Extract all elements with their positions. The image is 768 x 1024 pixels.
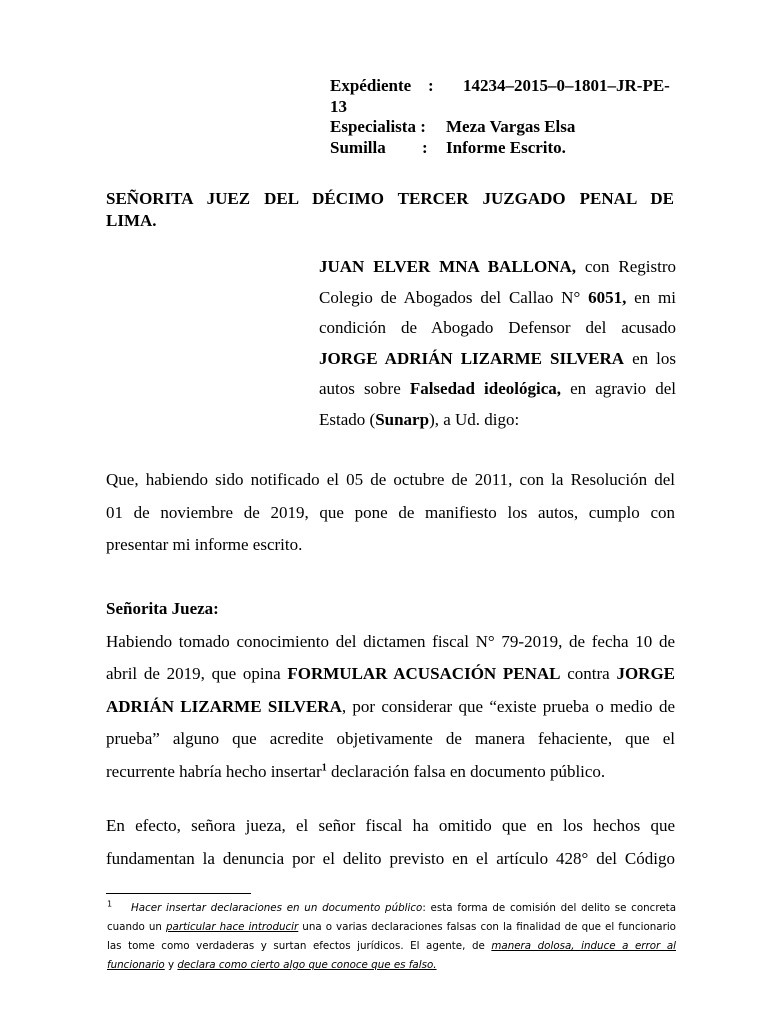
expediente-value-continued: 13	[330, 96, 347, 116]
facts-paragraph: En efecto, señora jueza, el señor fiscal ha omitido que en los hechos que fundamentan la denuncia por el delito previsto en el artículo 428° del Código	[106, 816, 675, 868]
entity-name: Sunarp	[375, 409, 430, 429]
addressee-line-1: SEÑORITA JUEZ DEL DÉCIMO TERCER JUZGADO PENAL DE	[106, 189, 674, 208]
registration-number: 6051,	[588, 287, 627, 307]
footnote: $^1$ Hacer insertar declaraciones en un documento público: esta forma de comisión del delito se concreta cuando un particular hace introducir una o varias declaraciones falsas con la finalidad de que el funcionario las tome como verdaderas y surtan efectos jurídicos. El agente, de manera dolosa, induce a error al funcionario y declara como cierto algo que conoce que es falso.	[107, 899, 677, 971]
footnote-separator	[106, 893, 251, 894]
salutation: Señorita Jueza:	[106, 599, 219, 618]
expediente-label: Expédiente	[330, 76, 412, 95]
crime-name: Falsedad ideológica,	[409, 379, 562, 399]
sumilla-separator: :	[422, 137, 428, 157]
expediente-value: 14234–2015–0–1801–JR-PE-	[463, 76, 670, 95]
especialista-row	[330, 117, 676, 138]
especialista-value: Meza Vargas Elsa	[446, 117, 576, 136]
sumilla-row	[330, 138, 676, 159]
expediente-row	[330, 76, 676, 97]
especialista-label: Especialista :	[330, 117, 426, 136]
expediente-separator: :	[428, 76, 434, 95]
sumilla-label: Sumilla	[330, 137, 386, 157]
footnote-number: 1	[107, 899, 113, 909]
argument-paragraph: Señorita Jueza: Habiendo tomado conocimiento del dictamen fiscal N° 79-2019, de fecha 10 de abril de 2019, que opina FORMULAR ACUSACIÓN PENAL contra JORGE ADRIÁN LIZARME SILVERA, por considerar que “existe prueba o medio de prueba” alguno que acredite objetivamente de manera fehaciente, que el recurrente habría hecho insertar$^1$ declaración falsa en documento público.	[106, 599, 676, 781]
case-header	[330, 76, 676, 158]
accused-name: JORGE ADRIÁN LIZARME SILVERA	[319, 348, 625, 368]
lawyer-name: JUAN ELVER MNA BALLONA,	[319, 257, 577, 276]
addressee	[106, 188, 674, 232]
footnote-reference: 1	[321, 761, 327, 773]
notification-paragraph: Que, habiendo sido notificado el 05 de octubre de 2011, con la Resolución del 01 de noviembre de 2019, que pone de manifiesto los autos, cumplo con presentar mi informe escrito.	[106, 470, 675, 554]
addressee-line-2: LIMA.	[106, 211, 157, 230]
sumilla-value: Informe Escrito.	[446, 137, 566, 157]
intro-paragraph: JUAN ELVER MNA BALLONA, con Registro Colegio de Abogados del Callao N° 6051, en mi condición de Abogado Defensor del acusado JORGE ADRIÁN LIZARME SILVERA en los autos sobre Falsedad ideológica, en agravio del Estado (Sunarp), a Ud. digo:	[319, 257, 676, 429]
